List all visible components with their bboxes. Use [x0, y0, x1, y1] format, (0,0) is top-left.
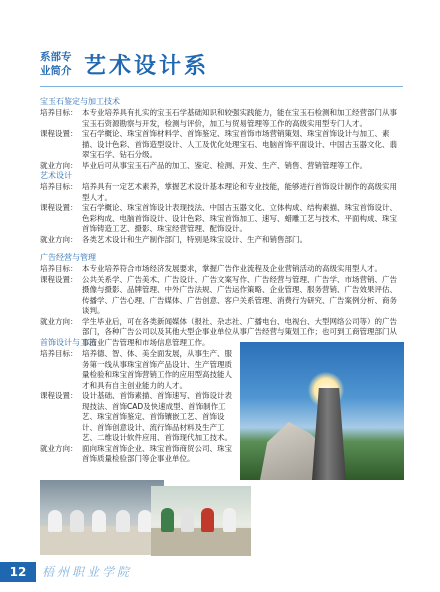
- tower-landscape-photo: [240, 342, 404, 480]
- section-gem-appraisal: [40, 96, 403, 171]
- school-name-logo: 梧州职业学院: [42, 565, 133, 579]
- employment-text: 毕业后可从事宝玉石产品的加工、鉴定、检测、开发、生产、销售、营销管理等工作。: [82, 160, 367, 170]
- goal-row: [40, 349, 235, 391]
- workshop-photo: [151, 486, 251, 556]
- section-title: 首饰设计与工艺: [40, 338, 96, 347]
- courses-label: 课程设置：: [40, 203, 78, 212]
- student-figure: [70, 510, 84, 532]
- courses-row: [40, 203, 403, 235]
- goal-text: 本专业培养符合市场经济发展要求，掌握广告作业流程及企业营销活动的高级实用型人才。: [82, 264, 382, 273]
- student-figure: [138, 510, 152, 532]
- employment-text: 各类艺术设计和生产制作部门，特别是珠宝设计、生产和销售部门。: [82, 234, 307, 244]
- courses-label: 课程设置：: [40, 391, 78, 400]
- employment-label: 就业方向：: [40, 316, 78, 326]
- section-advertising: [40, 252, 403, 348]
- section-title: 广告经营与管理: [40, 253, 96, 262]
- section-jewelry-design: [40, 337, 235, 465]
- student-figure: [92, 510, 106, 532]
- courses-row: [40, 129, 403, 161]
- employment-row: [40, 444, 235, 465]
- courses-label: 课程设置：: [40, 129, 78, 138]
- section-art-design: [40, 170, 403, 245]
- employment-label: 就业方向：: [40, 443, 78, 453]
- goal-row: [40, 182, 403, 203]
- goal-row: [40, 264, 403, 275]
- goal-label: 培养目标：: [40, 349, 78, 358]
- goal-text: 培养具有一定艺术素养，掌握艺术设计基本理论和专业技能，能够进行首饰设计制作的高级实用型人才。: [82, 182, 397, 202]
- student-figure: [48, 510, 62, 532]
- section-title: 宝玉石鉴定与加工技术: [40, 97, 120, 106]
- workbench: [151, 528, 251, 556]
- courses-text: 宝石学概论、珠宝首饰设计表现技法、中国古玉器文化、立体构成、结构素描、珠宝首饰设计、色彩构成、电脑首饰设计、设计色彩、珠宝首饰加工、速写、蜡雕工艺与技术、平面构成、珠宝首饰铸造工艺、摄影、珠宝经营管理、配饰设计。: [82, 203, 397, 233]
- student-figure: [161, 508, 174, 532]
- student-figure: [116, 510, 130, 532]
- student-figure: [181, 508, 194, 532]
- department-title: 艺术设计系: [84, 54, 210, 79]
- employment-label: 就业方向：: [40, 234, 78, 244]
- courses-text: 宝石学概论、珠宝首饰材料学、首饰鉴定、珠宝首饰市场营销策划、珠宝首饰设计与加工、素描、设计色彩、首饰造型设计、人工及优化处理宝石、电脑首饰平面设计、中国古玉器文化、翡翠宝石学、钻石分级。: [82, 129, 397, 159]
- goal-text: 培养德、智、体、美全面发展，从事生产、服务第一线从事珠宝首饰产品设计、生产管理质量检验和珠宝首饰营销工作的应用型高技能人才和具有自主创业能力的人才。: [82, 349, 232, 390]
- courses-row: [40, 275, 403, 317]
- courses-text: 公共关系学、广告美术、广告设计、广告文案写作、广告经营与管理、广告学、市场营销、广告摄像与摄影、品牌管理、中外广告法规、广告运作策略、企业管理、服务营销、广告效果评估、传播学、广告心理、广告媒体、广告创意、客户关系管理、消费行为研究、广告案例分析、商务谈判。: [82, 274, 397, 315]
- classroom-photo: [40, 480, 164, 555]
- student-figure: [201, 508, 214, 532]
- employment-label: 就业方向：: [40, 160, 78, 170]
- section-title: 艺术设计: [40, 171, 72, 180]
- goal-text: 本专业培养具有扎实的宝玉石学基础知识和较强实践能力，能在宝玉石检测和加工经营部门从事宝玉石资源勘察与开发，检测与评价，加工与贸易管理等工作的高级实用型专门人才。: [82, 108, 397, 128]
- employment-row: [40, 235, 403, 246]
- courses-row: [40, 391, 235, 444]
- courses-text: 设计基础、首饰素描、首饰速写、首饰设计表现技法、首饰CAD及快速成型、首饰制作工艺、珠宝首饰鉴定、首饰镶嵌工艺、首饰设计、首饰创意设计、流行饰品材料及生产工艺、二维设计软件应用、首饰现代加工技术。: [82, 391, 232, 442]
- goal-row: [40, 108, 403, 129]
- employment-text: 学生毕业后，可在各类新闻媒体（报社、杂志社、广播电台、电视台、大型网络公司等）的广告部门，各种广告公司以及其他大型企事业单位从事广告经营与策划工作；也可到工商管理部门从事商业广告管理和市场信息管理工作。: [82, 316, 397, 347]
- goal-label: 培养目标：: [40, 108, 78, 117]
- page-number: 12: [0, 562, 36, 582]
- student-figure: [223, 508, 236, 532]
- goal-label: 培养目标：: [40, 182, 78, 191]
- employment-text: 面向珠宝首饰企业、珠宝首饰商贸公司、珠宝首饰质量检验部门等企事业单位。: [82, 443, 232, 463]
- goal-label: 培养目标：: [40, 264, 78, 273]
- header-divider: [40, 86, 403, 87]
- page-header: [40, 50, 390, 84]
- department-intro-label: 系部专业简介: [40, 51, 72, 77]
- courses-label: 课程设置：: [40, 274, 78, 284]
